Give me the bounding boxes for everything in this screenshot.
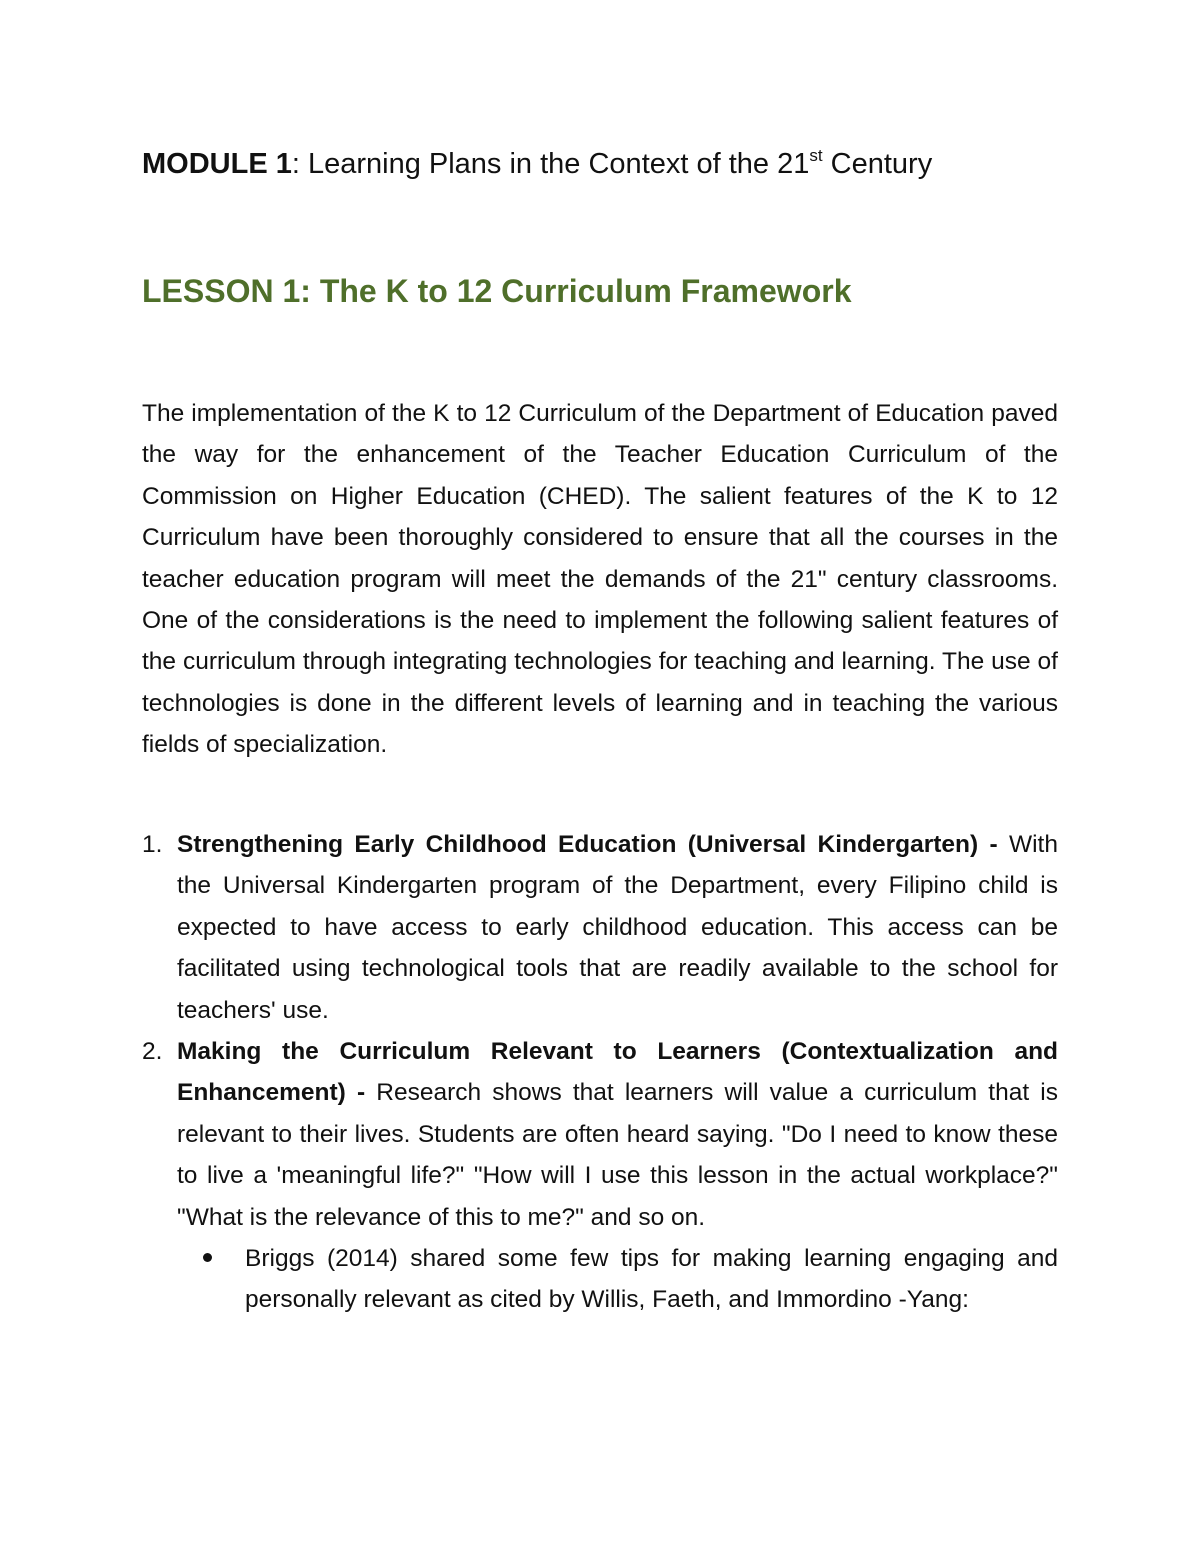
sub-bullet-list: [177, 1238, 1058, 1321]
module-colon: :: [291, 148, 300, 180]
list-item-body: Research shows that learners will value a curriculum that is relevant to their lives. Students are often heard saying. "Do I need to know these to live a 'meaningful life?" "How will I use this lesson in the actual workplace?" "What is the relevance of this to me?" and so on.: [177, 1079, 1059, 1231]
module-heading: [142, 142, 1072, 186]
module-title-end: Century: [822, 148, 933, 180]
list-item: [142, 824, 1058, 1031]
list-item-title: Strengthening Early Childhood Education (Universal Kindergarten) -: [177, 831, 998, 858]
module-label: MODULE 1: [142, 148, 292, 180]
list-item: [142, 1031, 1058, 1321]
features-list: [142, 824, 1058, 1321]
list-item-number: 2.: [142, 1038, 163, 1066]
list-item-title: Making the Curriculum Relevant to Learners (Contextualization and Enhancement) -: [177, 1038, 1058, 1107]
module-title: Learning Plans in the Context of the 21: [299, 148, 810, 180]
list-item-body: With the Universal Kindergarten program of the Department, every Filipino child is expected to have access to early childhood education. This access can be facilitated using technological tools that are readily available to the school for teachers' use.: [177, 831, 1058, 1024]
intro-paragraph: The implementation of the K to 12 Curriculum of the Department of Education paved the way for the enhancement of the Teacher Education Curriculum of the Commission on Higher Education (CHED). The salient features of the K to 12 Curriculum have been thoroughly considered to ensure that all the courses in the teacher education program will meet the demands of the 21" century classrooms. One of the considerations is the need to implement the following salient features of the curriculum through integrating technologies for teaching and learning. The use of technologies is done in the different levels of learning and in teaching the various fields of specialization.: [142, 400, 1058, 759]
bullet-icon: [203, 1253, 212, 1262]
list-item-number: 1.: [142, 831, 163, 858]
bullet-item: [177, 1238, 1058, 1321]
module-title-superscript: st: [809, 146, 823, 165]
bullet-text: Briggs (2014) shared some few tips for making learning engaging and personally relevant as cited by Willis, Faeth, and Immordino -Yang:: [245, 1245, 1058, 1314]
lesson-heading: LESSON 1: The K to 12 Curriculum Framework: [142, 273, 852, 309]
